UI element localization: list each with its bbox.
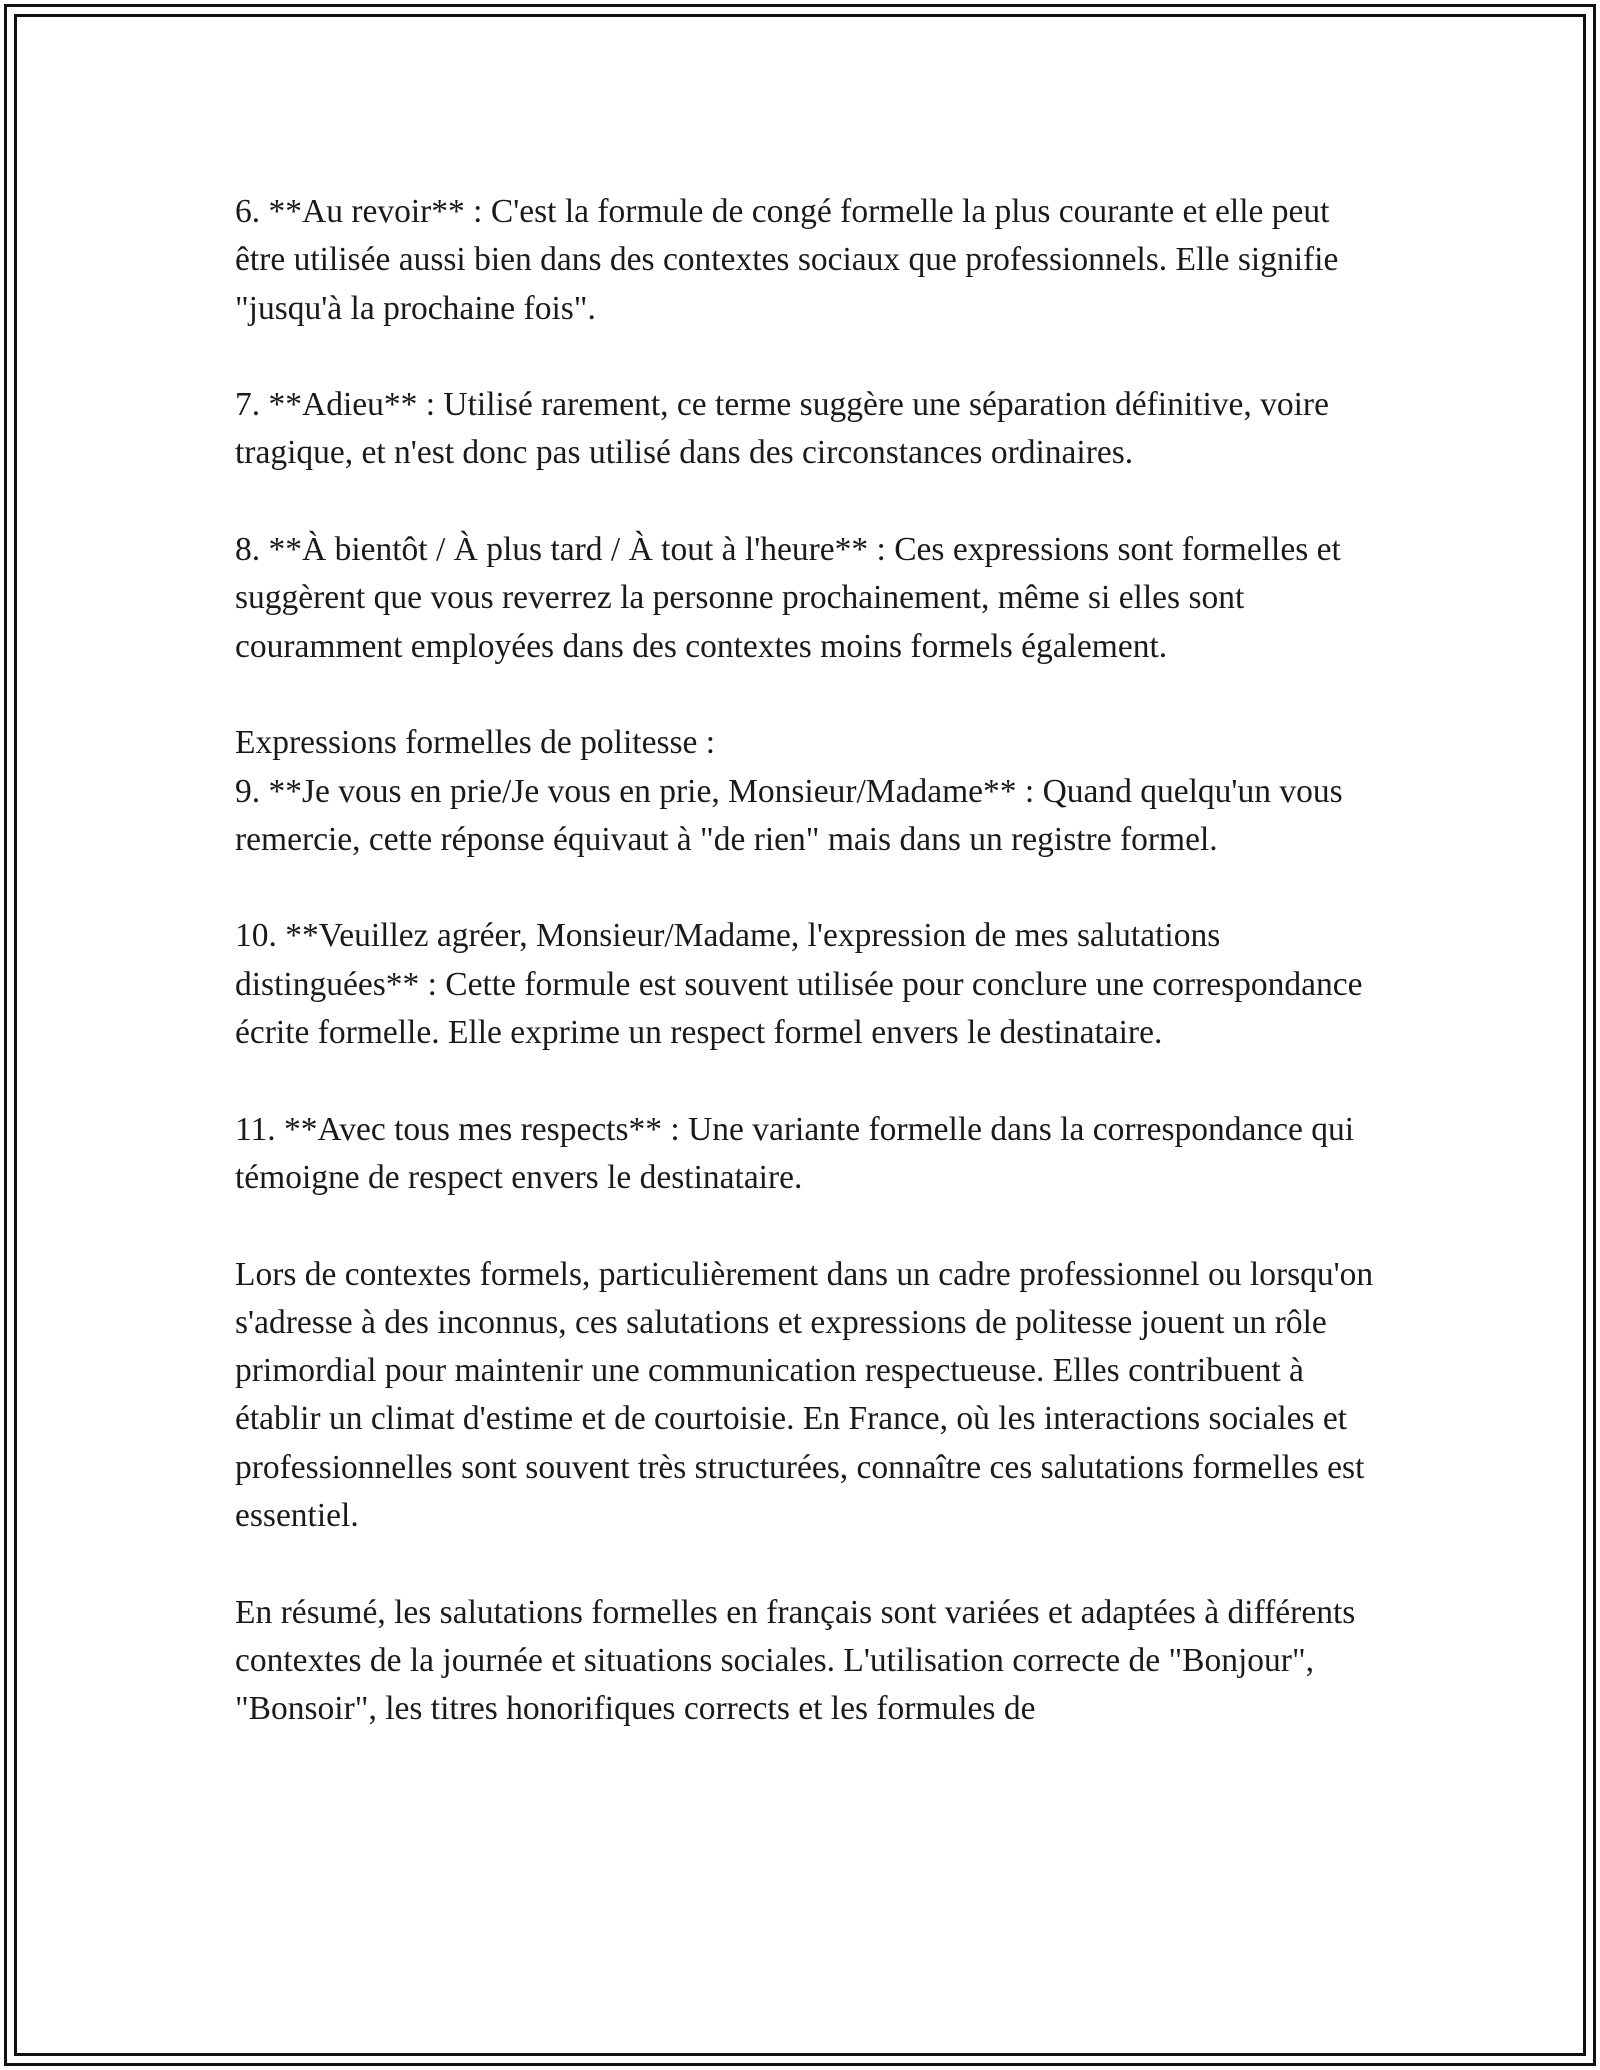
paragraph-a-bientot: 8. **À bientôt / À plus tard / À tout à l'heure** : Ces expressions sont formelles et suggèrent que vous reverrez la personne prochainement, même si elles sont couramment employées dans des contextes moins formels également. [235, 531, 1341, 665]
document-body [235, 188, 1385, 1734]
paragraph-adieu: 7. **Adieu** : Utilisé rarement, ce terme suggère une séparation définitive, voire tragique, et n'est donc pas utilisé dans des circonstances ordinaires. [235, 386, 1329, 472]
paragraph-au-revoir: 6. **Au revoir** : C'est la formule de congé formelle la plus courante et elle peut être utilisée aussi bien dans des contextes sociaux que professionnels. Elle signifie "jusqu'à la prochaine fois". [235, 193, 1339, 327]
paragraph-je-vous-en-prie: 9. **Je vous en prie/Je vous en prie, Monsieur/Madame** : Quand quelqu'un vous remercie, cette réponse équivaut à "de rien" mais dans un registre formel. [235, 772, 1343, 858]
paragraph-veuillez-agreer: 10. **Veuillez agréer, Monsieur/Madame, l'expression de mes salutations distinguées** : Cette formule est souvent utilisée pour conclure une correspondance écrite formelle. Elle exprime un respect formel envers le destinataire. [235, 917, 1363, 1052]
section-heading-politesse: Expressions formelles de politesse : [235, 724, 716, 762]
paragraph-avec-tous-mes-respects: 11. **Avec tous mes respects** : Une variante formelle dans la correspondance qui témoigne de respect envers le destinataire. [235, 1110, 1355, 1196]
paragraph-en-resume: En résumé, les salutations formelles en français sont variées et adaptées à différents contextes de la journée et situations sociales. L'utilisation correcte de "Bonjour", "Bonsoir", les titres honorifiques corrects et les formules de [235, 1593, 1356, 1728]
paragraph-contextes-formels: Lors de contextes formels, particulièrement dans un cadre professionnel ou lorsqu'on s'adresse à des inconnus, ces salutations et expressions de politesse jouent un rôle primordial pour maintenir une communication respectueuse. Elles contribuent à établir un climat d'estime et de courtoisie. En France, où les interactions sociales et professionnelles sont souvent très structurées, connaître ces salutations formelles est essentiel. [235, 1255, 1374, 1535]
